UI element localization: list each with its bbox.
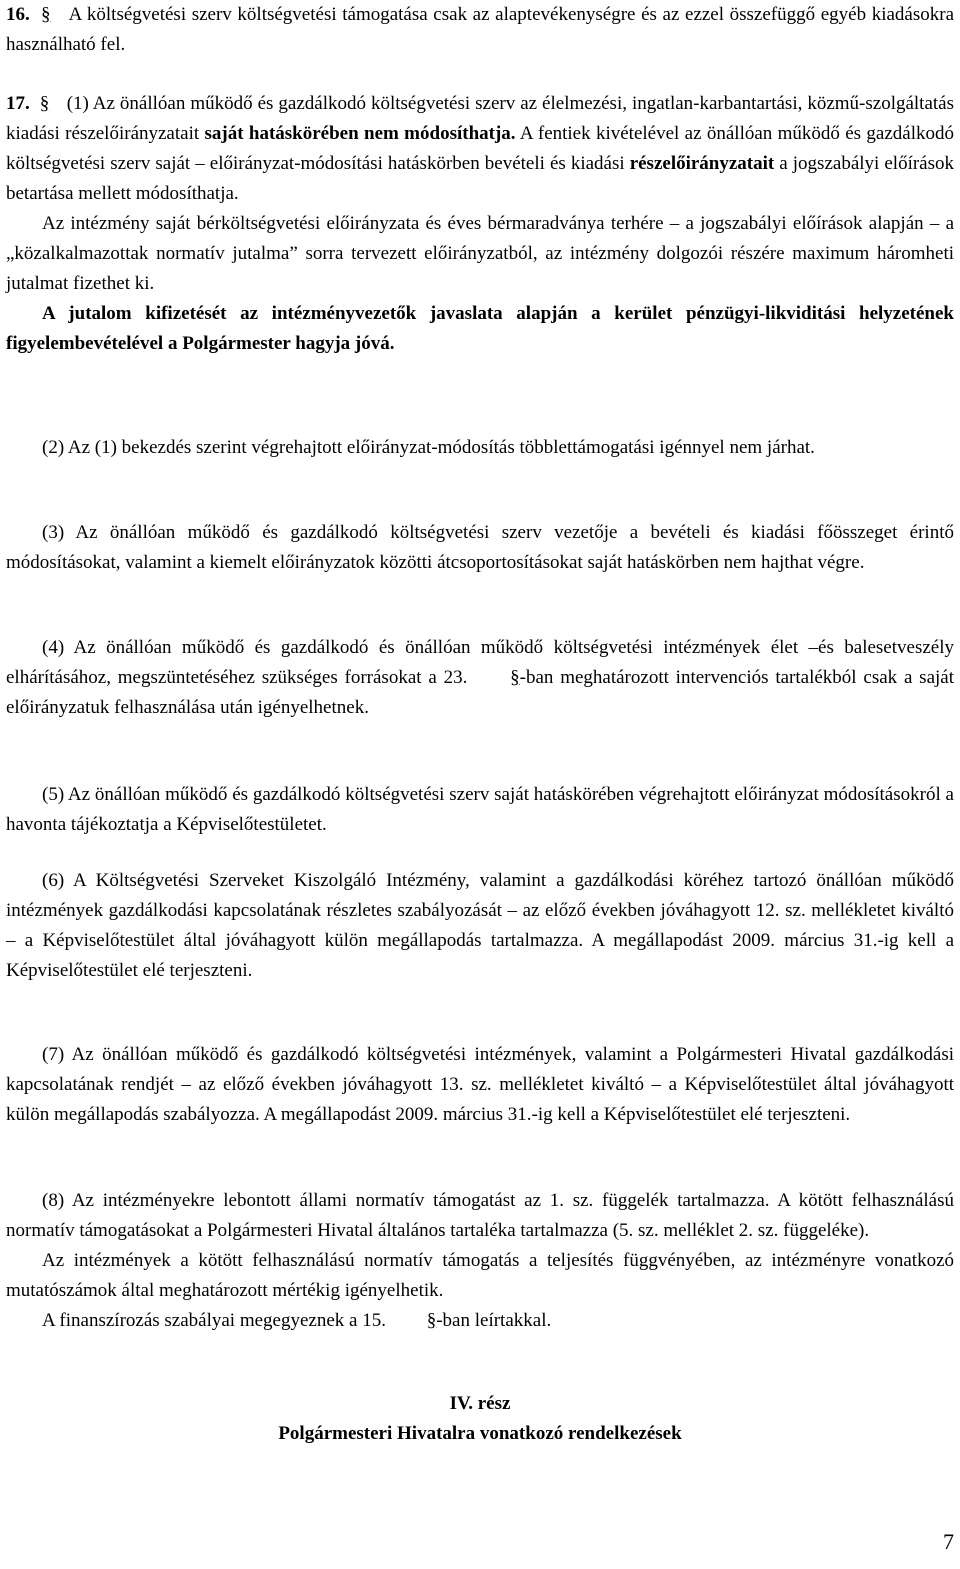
section-sign: § <box>426 1310 437 1331</box>
paragraph-text: (5) Az önállóan működő és gazdálkodó költségvetési szerv saját hatáskörében végrehajtott előirányzat módosításokról a havonta tájékoztatja a Képviselőtestületet. <box>6 784 954 835</box>
paragraph-text: A költségvetési szerv költségvetési támogatása csak az alaptevékenységre és az ezzel összefüggő egyéb kiadásokra használható fel. <box>6 4 955 55</box>
paragraph-text: (8) Az intézményekre lebontott állami normatív támogatást az 1. sz. függelék tartalmazza. A kötött felhasználású normatív támogatásokat a Polgármesteri Hivatal általános tartaléka tartalmazza (5. sz. melléklet 2. sz. függeléke). <box>6 1190 954 1241</box>
paragraph-text: -ban meghatározott intervenciós tartalékból csak a saját előirányzatuk felhasználása után igényelhetnek. <box>6 667 954 718</box>
paragraph-16 <box>6 0 954 60</box>
paragraph-text: -ban leírtakkal. <box>436 1310 552 1331</box>
paragraph-17-8 <box>6 1186 954 1336</box>
part-heading <box>6 1389 954 1449</box>
paragraph-text: a jogszabályi előírások betartása mellett módosíthatja. <box>6 153 955 204</box>
section-sign: § <box>510 667 520 688</box>
page-number: 7 <box>943 1529 954 1554</box>
paragraph-17-6 <box>6 866 954 986</box>
part-title: IV. rész <box>449 1393 511 1414</box>
section-sign: § <box>39 93 50 114</box>
paragraph-text: Az intézmény saját bérköltségvetési előirányzata és éves bérmaradványa terhére – a jogszabályi előírások alapján – a „közalkalmazottak normatív jutalma” sorra tervezett előirányzatból, az intézmény dolgozói részére maximum háromheti jutalmat fizethet ki. <box>6 213 954 294</box>
paragraph-text-bold: saját hatáskörében nem módosíthatja. <box>204 123 516 144</box>
paragraph-17-1 <box>6 89 954 359</box>
paragraph-17-7 <box>6 1040 954 1130</box>
paragraph-17-3 <box>6 518 954 578</box>
section-sign: § <box>40 4 51 25</box>
paragraph-text: (4) Az önállóan működő és gazdálkodó és önállóan működő költségvetési intézmények élet –és balesetveszély elhárításához, megszüntetéséhez szükséges forrásokat a 23. <box>6 637 954 688</box>
paragraph-text: Az intézmények a kötött felhasználású normatív támogatás a teljesítés függvényében, az intézményre vonatkozó mutatószámok által meghatározott mértékig igényelhetik. <box>6 1250 954 1301</box>
paragraph-text: (2) Az (1) bekezdés szerint végrehajtott előirányzat-módosítás többlettámogatási igénnyel nem járhat. <box>42 437 815 458</box>
section-number: 17. <box>6 93 30 114</box>
paragraph-17-5 <box>6 780 954 840</box>
paragraph-text: A finanszírozás szabályai megegyeznek a 15. <box>42 1310 391 1331</box>
paragraph-text: (6) A Költségvetési Szerveket Kiszolgáló Intézmény, valamint a gazdálkodási köréhez tartozó önállóan működő intézmények gazdálkodási kapcsolatának részletes szabályozását – az előző években jóváhagyott 12. sz. mellékletet kiváltó – a Képviselőtestület által jóváhagyott külön megállapodás tartalmazza. A megállapodást 2009. március 31.-ig kell a Képviselőtestület elé terjeszteni. <box>6 870 954 981</box>
paragraph-text-bold: A jutalom kifizetését az intézményvezetők javaslata alapján a kerület pénzügyi-likviditási helyzetének figyelembevételével a Polgármester hagyja jóvá. <box>6 303 954 354</box>
section-number: 16. <box>6 4 30 25</box>
paragraph-text: A fentiek kivételével az önállóan működő és gazdálkodó költségvetési szerv saját – előirányzat-módosítási hatáskörben bevételi és kiadási <box>6 123 954 174</box>
paragraph-text-bold: részelőirányzatait <box>629 153 775 174</box>
part-subtitle: Polgármesteri Hivatalra vonatkozó rendelkezések <box>278 1423 682 1444</box>
paragraph-17-2 <box>6 433 954 463</box>
paragraph-text: (1) Az önállóan működő és gazdálkodó költségvetési szerv az élelmezési, ingatlan-karbantartási, közmű-szolgáltatás kiadási részelőirányzatait <box>6 93 955 144</box>
paragraph-text: (3) Az önállóan működő és gazdálkodó költségvetési szerv vezetője a bevételi és kiadási főösszeget érintő módosításokat, valamint a kiemelt előirányzatok közötti átcsoportosításokat saját hatáskörben nem hajthat végre. <box>6 522 954 573</box>
paragraph-17-4 <box>6 633 954 723</box>
paragraph-text: (7) Az önállóan működő és gazdálkodó költségvetési intézmények, valamint a Polgármesteri Hivatal gazdálkodási kapcsolatának rendjét – az előző években jóváhagyott 13. sz. mellékletet kiváltó – a Képviselőtestület által jóváhagyott külön megállapodás szabályozza. A megállapodást 2009. március 31.-ig kell a Képviselőtestület elé terjeszteni. <box>6 1044 954 1125</box>
